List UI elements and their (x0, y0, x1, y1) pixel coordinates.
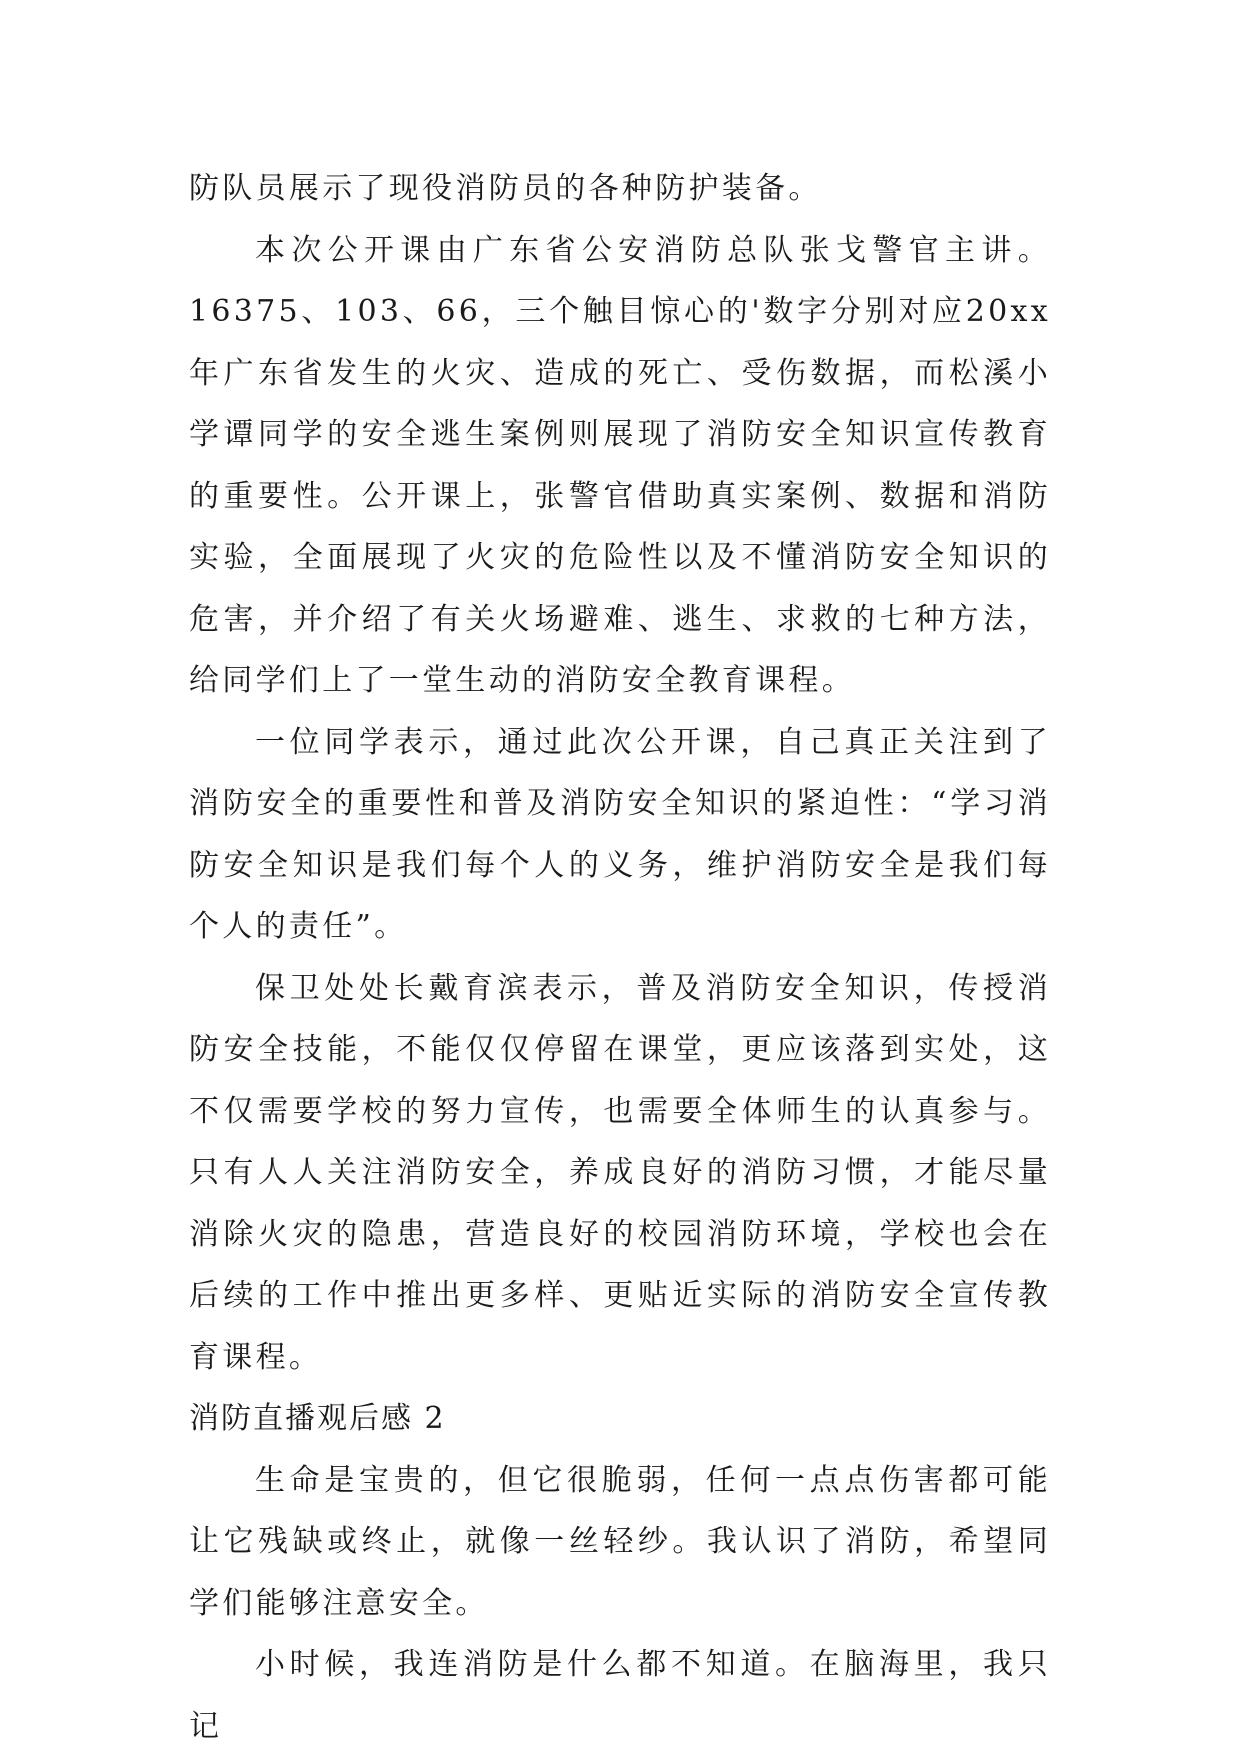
paragraph-life-precious: 生命是宝贵的，但它很脆弱，任何一点点伤害都可能让它残缺或终止，就像一丝轻纱。我认识了消防，希望同学们能够注意安全。 (189, 1462, 1051, 1621)
paragraph-open-class: 本次公开课由广东省公安消防总队张戈警官主讲。16375、103、66，三个触目惊心的'数字分别对应20xx年广东省发生的火灾、造成的死亡、受伤数据，而松溪小学谭同学的安全逃生案例则展现了消防安全知识宣传教育的重要性。公开课上，张警官借助真实案例、数据和消防实验，全面展现了火灾的危险性以及不懂消防安全知识的危害，并介绍了有关火场避难、逃生、求救的七种方法，给同学们上了一堂生动的消防安全教育课程。 (189, 232, 1051, 698)
document-body (189, 158, 1051, 1757)
paragraph-student-quote: 一位同学表示，通过此次公开课，自己真正关注到了消防安全的重要性和普及消防安全知识的紧迫性：“学习消防安全知识是我们每个人的义务，维护消防安全是我们每个人的责任”。 (189, 724, 1051, 944)
section-heading: 消防直播观后感 2 (189, 1401, 446, 1436)
paragraph-security-chief: 保卫处处长戴育滨表示，普及消防安全知识，传授消防安全技能，不能仅仅停留在课堂，更应该落到实处，这不仅需要学校的努力宣传，也需要全体师生的认真参与。只有人人关注消防安全，养成良好的消防习惯，才能尽量消除火灾的隐患，营造良好的校园消防环境，学校也会在后续的工作中推出更多样、更贴近实际的消防安全宣传教育课程。 (189, 970, 1051, 1375)
paragraph-childhood: 小时候，我连消防是什么都不知道。在脑海里，我只记 (189, 1647, 1051, 1744)
continuation-paragraph: 防队员展示了现役消防员的各种防护装备。 (189, 171, 822, 206)
